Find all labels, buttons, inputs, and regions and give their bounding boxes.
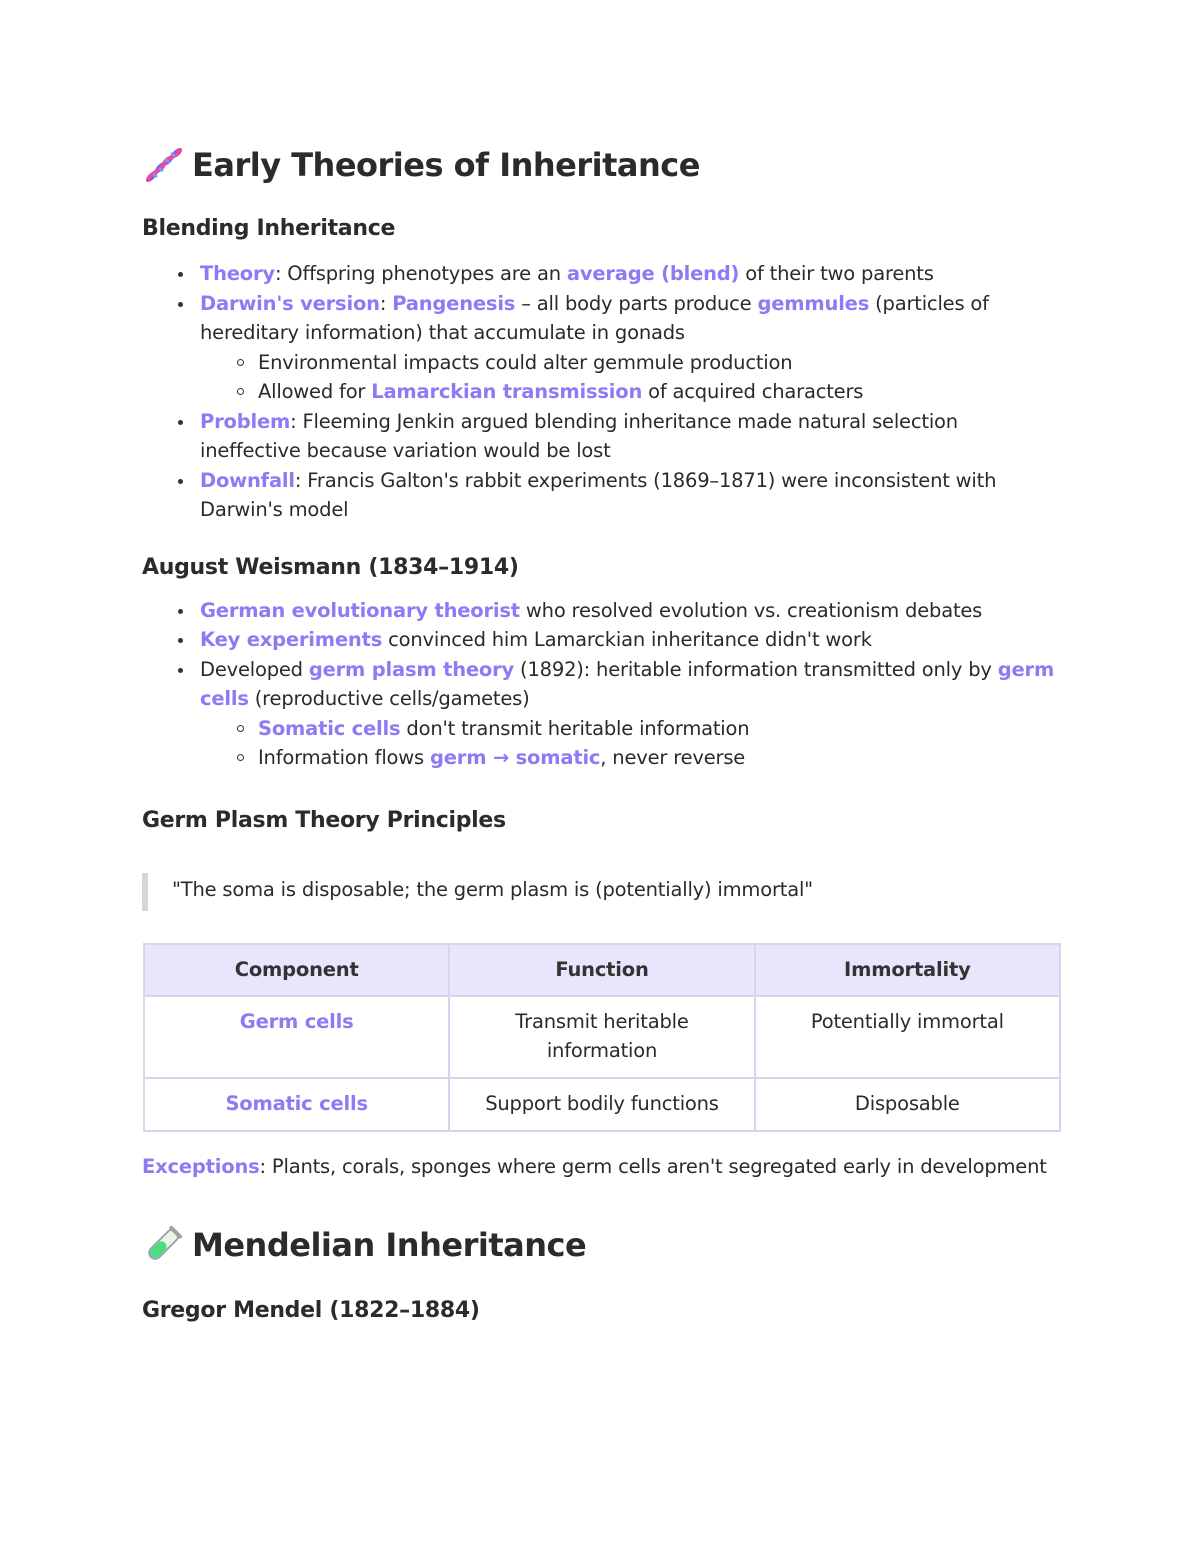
heading-weismann: August Weismann (1834–1914)	[142, 554, 519, 580]
list-item	[142, 655, 1062, 773]
keyword: Key experiments	[200, 628, 383, 651]
text: : Offspring phenotypes are an	[274, 262, 567, 285]
table-row	[144, 996, 1060, 1078]
table-cell: Transmit heritable information	[449, 996, 754, 1078]
text: Developed	[200, 657, 309, 681]
text: don't transmit heritable information	[400, 716, 750, 740]
table-header-cell: Component	[144, 944, 449, 996]
table-cell: Disposable	[755, 1078, 1060, 1131]
text: of their two parents	[739, 262, 934, 285]
sub-list-item	[142, 714, 1062, 744]
text: of acquired characters	[642, 380, 864, 403]
germ-plasm-table	[143, 943, 1061, 1132]
keyword: germ cells	[200, 657, 1055, 710]
list-item	[142, 596, 1062, 626]
table-row	[144, 1078, 1060, 1131]
text: : Francis Galton's rabbit experiments (1869–1871) were inconsistent with Darwin's model	[200, 468, 997, 521]
text: : Plants, corals, sponges where germ cells aren't segregated early in development	[259, 1154, 1047, 1178]
section-title-text: Early Theories of Inheritance	[192, 146, 700, 184]
section-title-text: Mendelian Inheritance	[192, 1225, 587, 1264]
text: (1892): heritable information transmitted only by	[514, 657, 998, 681]
table-cell: Potentially immortal	[755, 996, 1060, 1078]
list-item	[142, 466, 1062, 525]
section-title-early-theories	[142, 140, 1062, 190]
dna-icon	[142, 144, 184, 186]
notes-content	[142, 140, 1062, 1323]
keyword: Downfall	[200, 468, 295, 492]
keyword: Problem	[200, 409, 291, 433]
sub-list-item	[142, 377, 1062, 407]
text: (reproductive cells/gametes)	[248, 687, 530, 710]
keyword: Lamarckian transmission	[371, 380, 643, 403]
heading-blending-inheritance: Blending Inheritance	[142, 216, 396, 241]
section-title-mendelian	[142, 1220, 1062, 1270]
test-tube-icon	[142, 1224, 184, 1266]
list-item	[142, 407, 1062, 466]
sub-list-item: Environmental impacts could alter gemmule production	[142, 348, 1062, 378]
text: :	[379, 291, 393, 315]
table-header-cell: Function	[449, 944, 754, 996]
keyword: Darwin's version	[200, 291, 380, 315]
keyword: Exceptions	[142, 1154, 260, 1178]
list-item	[142, 259, 1062, 289]
table-cell: Somatic cells	[144, 1078, 449, 1131]
blending-list	[142, 259, 1062, 525]
sub-list	[200, 714, 1062, 773]
keyword: Somatic cells	[258, 716, 401, 740]
sub-list-item	[142, 743, 1062, 773]
keyword: germ plasm theory	[308, 657, 515, 681]
list-item	[142, 289, 1062, 407]
text: : Fleeming Jenkin argued blending inheritance made natural selection ineffective because variation would be lost	[200, 409, 958, 462]
keyword: average (blend)	[566, 262, 740, 285]
text: convinced him Lamarckian inheritance didn't work	[382, 628, 872, 651]
table-header-row	[144, 944, 1060, 996]
table-cell: Germ cells	[144, 996, 449, 1078]
text: (particles of hereditary information) that accumulate in gonads	[200, 291, 989, 344]
exceptions-paragraph	[142, 1149, 1062, 1184]
text: Allowed for	[258, 380, 372, 403]
text: , never reverse	[600, 746, 746, 769]
sub-list	[200, 348, 1062, 407]
weismann-list	[142, 596, 1062, 773]
text: who resolved evolution vs. creationism debates	[519, 598, 983, 622]
heading-gregor-mendel: Gregor Mendel (1822–1884)	[142, 1297, 480, 1323]
keyword: Theory	[200, 262, 275, 285]
text: Information flows	[258, 746, 430, 769]
list-item	[142, 625, 1062, 655]
text: – all body parts produce	[515, 291, 758, 315]
table-cell: Support bodily functions	[449, 1078, 754, 1131]
keyword: gemmules	[757, 291, 870, 315]
keyword: German evolutionary theorist	[200, 598, 520, 622]
blockquote: "The soma is disposable; the germ plasm is (potentially) immortal"	[142, 875, 1062, 905]
keyword: Pangenesis	[392, 291, 516, 315]
heading-germ-plasm-principles: Germ Plasm Theory Principles	[142, 807, 506, 833]
table-header-cell: Immortality	[755, 944, 1060, 996]
keyword: germ → somatic	[430, 746, 601, 769]
